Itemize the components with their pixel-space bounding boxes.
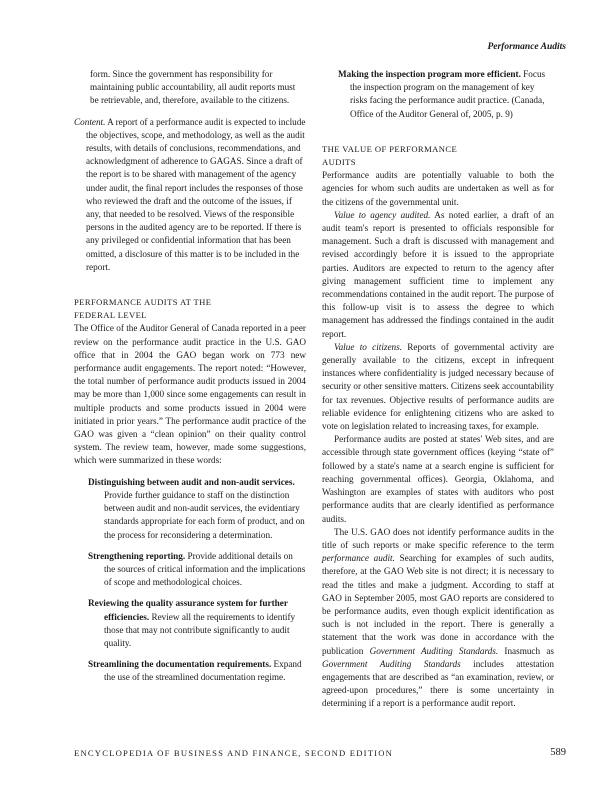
list-item-text: Expand the use of the streamlined documentation regime. <box>104 659 302 683</box>
list-item <box>88 476 306 542</box>
list-item-title: Streamlining the documentation requirements. <box>88 659 272 670</box>
content-text: A report of a performance audit is expected to include the objectives, scope, and methodology, as well as the audit results, with details of conclusions, recommendations, and acknowledgment of adherence to GAGAS. Since a draft of the report is to be shared with management of the agency under audit, the final report includes the responses of those who reviewed the draft and the outcome of the issues, if any, that needed to be resolved. Views of the responsible persons in the audited agency are to be reported. If there is any privileged or confidential information that has been omitted, a disclosure of this matter is to be included in the report. <box>86 116 306 272</box>
value-intro-paragraph: Performance audits are potentially valuable to both the agencies for whom such audits are undertaken as well as for the citizens of the governmental unit. <box>322 170 554 207</box>
agency-text: As noted earlier, a draft of an audit team's report is presented to officials responsible for management. Such a draft is discussed with management and revised accordingly before it is issued to the appropriate parties. Auditors are expected to return to the agency after giving management sufficient time to implement any recommendations contained in the audit report. The purpose of this follow-up visit is to assess the degree to which management has addressed the findings contained in the audit report. <box>322 209 554 339</box>
list-item-title: Distinguishing between audit and non-audit services. <box>88 476 295 487</box>
inspection-text: Focus the inspection program on the management of key risks facing the performance audit practice. (Canada, Office of the Auditor General of, 2005, p. 9) <box>350 69 546 119</box>
gao-term: performance audit. <box>322 553 395 564</box>
list-item <box>88 550 306 590</box>
list-item-title: Reviewing the quality assurance system for further efficiencies. <box>88 598 288 622</box>
gao-text-c: Inasmuch as <box>498 645 554 656</box>
gao-text-d: includes attestation engagements that are described as “an examination, review, or agreed-upon procedures,” there is some uncertainty in determining if a report is a performance audit report. <box>322 658 554 709</box>
citizens-label: Value to citizens. <box>334 341 402 352</box>
agency-paragraph <box>322 209 554 341</box>
gao-text-b: Searching for examples of such audits, therefore, at the GAO Web site is not direct; it is necessary to read the titles and make a judgment. According to staff at GAO in September 2005, most GAO reports are considered to be performance audits, even though explicit identification as such is not included in the report. There is generally a statement that the work was done in accordance with the publication <box>322 553 554 656</box>
citizens-text: Reports of governmental activity are generally available to the citizens, except in infrequent instances where confidentiality is judged necessary because of security or other sensitive matters. Citizens seek accountability for tax revenues. Objective results of performance audits are reliable evidence for enlightening citizens who are asked to vote on legislation related to increasing taxes, for example. <box>322 341 554 432</box>
gao-paragraph <box>322 526 554 711</box>
gao-publication: Government Auditing Standards. <box>369 645 499 656</box>
heading-line-2: AUDITS <box>322 157 356 168</box>
content-paragraph <box>74 116 306 274</box>
posted-paragraph: Performance audits are posted at states' Web sites, and are accessible through state government offices (keying “state of” followed by a state's name at a search engine is sufficient for reaching governmental offices). Georgia, Oklahoma, and Washington are examples of states with auditors who post performance audits that are clearly identified as performance audits. <box>322 434 554 524</box>
page-number: 589 <box>550 747 566 758</box>
list-item-title: Strengthening reporting. <box>88 550 186 561</box>
heading-line-1: THE VALUE OF PERFORMANCE <box>322 143 458 154</box>
inspection-item <box>338 68 554 121</box>
gao-publication: Government Auditing Standards <box>322 658 461 669</box>
list-item <box>88 658 306 684</box>
content-label: Content. <box>74 116 106 127</box>
left-column <box>74 68 306 685</box>
list-item-text: Provide further guidance to staff on the distinction between audit and non-audit services, the evidentiary standards appropriate for each form of product, and on the process for reconsidering a determination. <box>104 489 305 540</box>
citizens-paragraph <box>322 341 554 433</box>
right-column <box>322 68 554 711</box>
section-heading-value <box>322 143 554 169</box>
agency-label: Value to agency audited. <box>334 209 431 220</box>
federal-paragraph: The Office of the Auditor General of Canada reported in a peer review on the performance audit practice in the U.S. GAO office that in 2004 the GAO began work on 773 new performance audit engagements. The report noted: “However, the total number of performance audit products issued in 2004 may be more than 1,000 since some engagements can result in multiple products and some products issued in 2004 were initiated in prior years.” The performance audit practice of the GAO was given a “clean opinion” on their quality control system. The review team, however, made some suggestions, which were summarized in these words: <box>74 323 306 466</box>
running-header: Performance Audits <box>487 42 566 52</box>
page-footer <box>74 748 566 758</box>
heading-line-1: PERFORMANCE AUDITS AT THE <box>74 297 212 308</box>
list-item-text: Review all the requirements to identify those that may not contribute significantly to audit quality. <box>104 611 296 648</box>
inspection-title: Making the inspection program more efficient. <box>338 69 521 79</box>
book-title: ENCYCLOPEDIA OF BUSINESS AND FINANCE, SECOND EDITION <box>74 748 394 758</box>
section-heading-federal <box>74 296 306 322</box>
suggestion-list <box>74 476 306 685</box>
list-item-text: Provide additional details on the sources of critical information and the implications of scope and methodological choices. <box>104 550 306 588</box>
list-item <box>88 597 306 650</box>
heading-line-2: FEDERAL LEVEL <box>74 310 147 321</box>
continued-text: form. Since the government has responsibility for maintaining public accountability, all audit reports must be retrievable, and, therefore, available to the citizens. <box>90 69 296 106</box>
gao-text-a: The U.S. GAO does not identify performance audits in the title of such reports or make specific reference to the term <box>322 526 554 550</box>
